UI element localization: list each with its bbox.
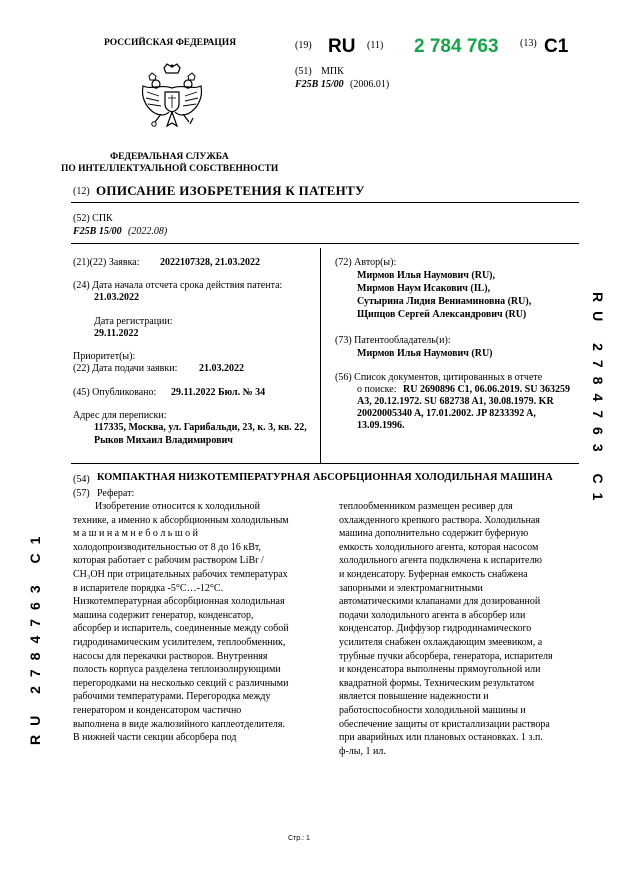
abstract-line: в испарителе порядка -5°C…-12°C. xyxy=(73,582,224,594)
author-item: Мирмов Илья Наумович (RU), xyxy=(357,270,496,281)
spk-class: F25B 15/00 xyxy=(73,226,122,237)
registration-label: Дата регистрации: xyxy=(94,316,173,327)
filing-date-value: 21.03.2022 xyxy=(199,363,244,374)
holder-label: (73) Патентообладатель(и): xyxy=(335,335,451,346)
abstract-line: В нижней части секции абсорбера под xyxy=(73,732,237,744)
inid-code-13: (13) xyxy=(520,38,537,49)
side-label-right: RU 2784763 C1 xyxy=(590,292,606,510)
abstract-right-column xyxy=(339,500,579,758)
abstract-line: насосы для перекачки растворов. Внутренняя xyxy=(73,650,268,662)
abstract-line: абсорбер и испаритель, соединенные между собой xyxy=(73,623,289,635)
address-label: Адрес для переписки: xyxy=(73,410,167,421)
mpk-class: F25B 15/00 xyxy=(295,79,344,90)
application-label: (21)(22) Заявка: xyxy=(73,257,140,268)
cited-docs-list-cont xyxy=(357,396,554,433)
abstract-line: машина содержит генератор, конденсатор, xyxy=(73,609,254,621)
title-divider xyxy=(71,202,579,203)
abstract-line: технике, а именно к абсорбционным холодильным xyxy=(73,514,289,526)
author-item: Сутырина Лидия Вениаминовна (RU), xyxy=(357,296,532,307)
author-item: Щипцов Сергей Александрович (RU) xyxy=(357,309,527,320)
country-code: RU xyxy=(328,36,356,57)
abstract-line: полость корпуса разделена теплоизолирующими xyxy=(73,664,281,676)
abstract-line: трубные пучки абсорбера, генератора, испарителя xyxy=(339,650,553,662)
column-divider xyxy=(320,248,321,464)
abstract-line: холодопроизводительностью от 8 до 16 кВт, xyxy=(73,541,262,553)
abstract-line: выполнена в виде жалюзийного каплеотделителя. xyxy=(73,718,285,730)
mpk-label: МПК xyxy=(321,66,344,77)
abstract-line: CH₃OH при отрицательных рабочих температурах xyxy=(73,568,288,580)
agency-name-line2: ПО ИНТЕЛЛЕКТУАЛЬНОЙ СОБСТВЕННОСТИ xyxy=(61,164,279,174)
inid-code-57: (57) xyxy=(73,488,90,499)
abstract-line: рабочими температурами. Перегородка между xyxy=(73,691,271,703)
abstract-line: охлажденного крепкого раствора. Холодильная xyxy=(339,514,540,526)
authors-list xyxy=(357,269,531,321)
abstract-line: автоматическими клапанами для дозированной xyxy=(339,596,541,608)
abstract-line: которая работает с рабочим раствором LiBr / xyxy=(73,555,264,567)
abstract-line: м а ш и н а м н е б о л ь ш о й xyxy=(73,528,198,540)
abstract-line: Низкотемпературная абсорбционная холодильная xyxy=(73,596,285,608)
abstract-line: перегородками на несколько секций с различными xyxy=(73,677,289,689)
inid-code-54: (54) xyxy=(73,474,90,485)
abstract-line: усилителя снабжен охлаждающим змеевиком, а xyxy=(339,636,543,648)
author-item: Мирмов Наум Исакович (IL), xyxy=(357,283,491,294)
invention-name: КОМПАКТНАЯ НИЗКОТЕМПЕРАТУРНАЯ АБСОРБЦИОННАЯ ХОЛОДИЛЬНАЯ МАШИНА xyxy=(97,472,553,483)
abstract-left-column xyxy=(73,500,306,745)
inid-code-12: (12) xyxy=(73,186,90,197)
patent-number: 2 784 763 xyxy=(414,36,499,57)
kind-code: C1 xyxy=(544,36,569,57)
mpk-year: (2006.01) xyxy=(350,79,390,90)
abstract-line: работоспособности холодильной машины и xyxy=(339,704,526,716)
abstract-line: подачи холодильного агента в абсорбер или xyxy=(339,609,526,621)
priority-label: Приоритет(ы): xyxy=(73,351,136,362)
cited-doc-line: 20020005340 A, 17.01.2002. JP 8233392 A, xyxy=(357,408,536,420)
document-title: ОПИСАНИЕ ИЗОБРЕТЕНИЯ К ПАТЕНТУ xyxy=(96,183,365,198)
filing-date-label: (22) Дата подачи заявки: xyxy=(73,363,178,374)
abstract-line: машина дополнительно содержит буферную xyxy=(339,528,529,540)
side-label-left: RU 2784763 C1 xyxy=(27,527,43,745)
spk-label: (52) СПК xyxy=(73,213,113,224)
cited-docs-label: (56) Список документов, цитированных в отчете xyxy=(335,372,543,383)
abstract-line: запорными и электромагнитными xyxy=(339,582,483,594)
inid-code-11: (11) xyxy=(367,40,384,51)
abstract-line: Изобретение относится к холодильной xyxy=(95,501,260,512)
abstract-line: и конденсатору. Буферная емкость снабжена xyxy=(339,568,528,580)
abstract-line: и конденсатора выполнены прямоугольной или xyxy=(339,664,541,676)
address-line2: Рыков Михаил Владимирович xyxy=(94,435,233,446)
agency-name-line1: ФЕДЕРАЛЬНАЯ СЛУЖБА xyxy=(110,152,229,162)
cited-docs-prefix: о поиске: xyxy=(357,384,397,395)
abstract-line: гидродинамическим усилителем, теплообменник, xyxy=(73,636,286,648)
cited-doc-line: RU 2690896 C1, 06.06.2019. SU 363259 xyxy=(403,384,570,395)
abstract-line: является повышение надежности и xyxy=(339,691,489,703)
inid-code-51: (51) xyxy=(295,66,312,77)
spk-divider xyxy=(71,243,579,244)
inid-code-19: (19) xyxy=(295,40,312,51)
holder-value: Мирмов Илья Наумович (RU) xyxy=(357,348,493,359)
page-number: Стр.: 1 xyxy=(288,835,310,842)
abstract-line: емкость холодильного агента, которая насосом xyxy=(339,541,539,553)
published-value: 29.11.2022 Бюл. № 34 xyxy=(171,387,266,398)
cited-doc-line: A3, 20.12.1972. SU 682738 A1, 30.08.1979. KR xyxy=(357,396,554,407)
spk-year: (2022.08) xyxy=(128,226,168,237)
abstract-line: обеспечение защиты от кристаллизации раствора xyxy=(339,718,550,730)
published-label: (45) Опубликовано: xyxy=(73,387,157,398)
coat-of-arms-emblem xyxy=(131,62,213,144)
abstract-line: конденсатор. Диффузор гидродинамического xyxy=(339,623,532,635)
abstract-label: Реферат: xyxy=(97,488,135,499)
abstract-line: ф-лы, 1 ил. xyxy=(339,745,386,757)
abstract-line: генератором и конденсатором частично xyxy=(73,704,242,716)
authors-label: (72) Автор(ы): xyxy=(335,257,397,268)
application-value: 2022107328, 21.03.2022 xyxy=(160,257,260,268)
cited-doc-line: 13.09.1996. xyxy=(357,420,405,432)
abstract-line: теплообменником размещен ресивер для xyxy=(339,501,513,512)
abstract-line: холодильного агента подключена к испарителю xyxy=(339,555,542,567)
country-name: РОССИЙСКАЯ ФЕДЕРАЦИЯ xyxy=(104,38,237,48)
term-start-value: 21.03.2022 xyxy=(94,292,139,303)
abstract-line: при аварийных или плановых остановках. 1 з.п. xyxy=(339,732,543,744)
address-line1: 117335, Москва, ул. Гарибальди, 23, к. 3, кв. 22, xyxy=(94,422,307,433)
term-start-label: (24) Дата начала отсчета срока действия патента: xyxy=(73,280,283,291)
fields-divider xyxy=(71,463,579,464)
cited-docs-list xyxy=(403,384,570,396)
abstract-line: квадратной формы. Техническим результатом xyxy=(339,677,535,689)
registration-value: 29.11.2022 xyxy=(94,328,139,339)
